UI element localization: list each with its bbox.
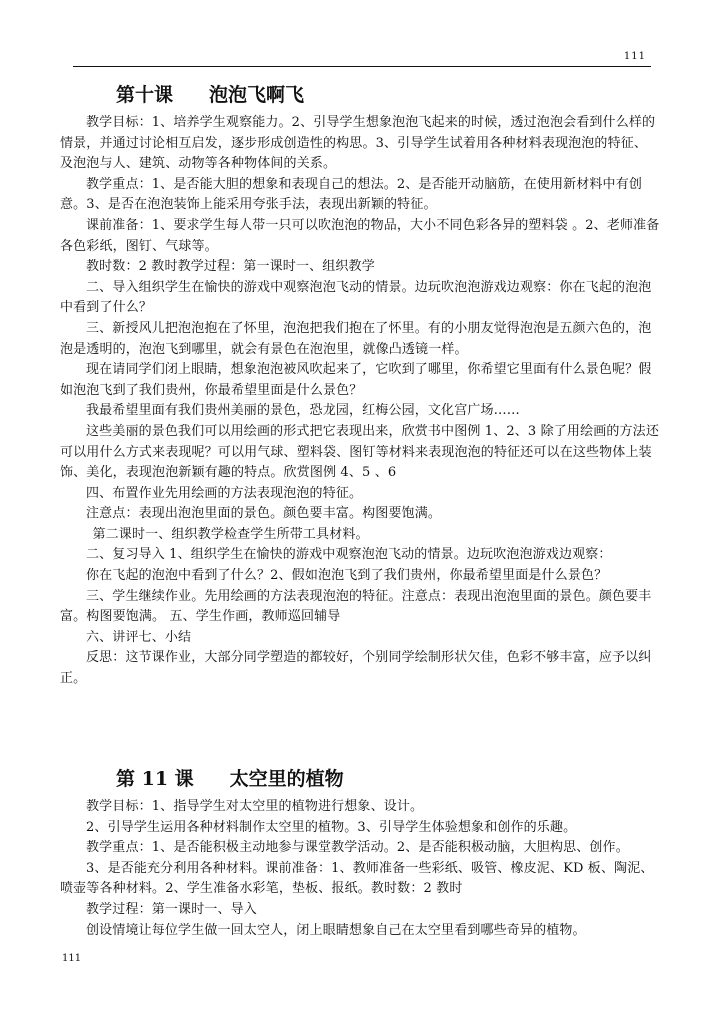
paragraph: 反思：这节课作业，大部分同学塑造的都较好，个别同学绘制形状欠佳，色彩不够丰富，应予以纠正。 <box>60 650 652 687</box>
header-rule <box>73 66 651 67</box>
paragraph: 现在请同学们闭上眼睛，想象泡泡被风吹起来了，它吹到了哪里，你希望它里面有什么景色呢？假如泡泡飞到了我们贵州，你最希望里面是什么景色？ <box>60 362 652 398</box>
paragraph: 教学目标：1、指导学生对太空里的植物进行想象、设计。 <box>86 799 424 814</box>
paragraph: 创设情境让每位学生做一回太空人，闭上眼睛想象自己在太空里看到哪些奇异的植物。 <box>86 922 586 938</box>
paragraph: 教学过程：第一课时一、导入 <box>86 901 257 917</box>
paragraph: 2、引导学生运用各种材料制作太空里的植物。3、引导学生体验想象和创作的乐趣。 <box>86 819 577 835</box>
paragraph: 3、是否能充分利用各种材料。课前准备：1、教师准备一些彩纸、吸管、橡皮泥、KD 板、陶泥、喷壶等各种材料。2、学生准备水彩笔，垫板、报纸。教时数：2 教时 <box>60 860 654 897</box>
paragraph: 第二课时一、组织教学检查学生所带工具材料。 <box>92 526 369 542</box>
paragraph: 教学重点：1、是否能大胆的想象和表现自己的想法。2、是否能开动脑筋，在使用新材料中有创意。3、是否在泡泡装饰上能采用夸张手法，表现出新颖的特征。 <box>60 176 642 213</box>
paragraph: 二、导入组织学生在愉快的游戏中观察泡泡飞动的情景。边玩吹泡泡游戏边观察：你在飞起的泡泡中看到了什么？ <box>60 279 652 316</box>
lesson-11-number: 第 11 课 <box>116 768 194 790</box>
lesson-11-section <box>60 764 660 941</box>
paragraph: 注意点：表现出泡泡里面的景色。颜色要丰富。构图要饱满。 <box>86 506 442 522</box>
lesson-10-section <box>60 80 660 690</box>
paragraph: 三、新授风儿把泡泡抱在了怀里，泡泡把我们抱在了怀里。有的小朋友觉得泡泡是五颜六色的，泡泡是透明的，泡泡飞到哪里，就会有景色在泡泡里，就像凸透镜一样。 <box>60 320 652 357</box>
lesson-11-title <box>116 764 660 791</box>
paragraph: 三、学生继续作业。先用绘画的方法表现泡泡的特征。注意点：表现出泡泡里面的景色。颜色要丰富。构图要饱满。 五、学生作画，教师巡回辅导 <box>60 588 652 625</box>
header-page-number: 111 <box>623 51 646 62</box>
lesson-10-number: 第十课 <box>116 84 174 106</box>
paragraph: 你在飞起的泡泡中看到了什么？2、假如泡泡飞到了我们贵州，你最希望里面是什么景色？ <box>86 568 608 584</box>
paragraph: 教学目标：1、培养学生观察能力。2、引导学生想象泡泡飞起来的时候，透过泡泡会看到什么样的情景，并通过讨论相互启发，逐步形成创造性的构思。3、引导学生试着用各种材料表现泡泡的特征、及泡泡与人、建筑、动物等各种物体间的关系。 <box>60 115 656 172</box>
paragraph: 课前准备：1、要求学生每人带一只可以吹泡泡的物品，大小不同色彩各异的塑料袋 。2、老师准备各色彩纸，图钉、气球等。 <box>60 217 660 254</box>
paragraph: 教学重点：1、是否能积极主动地参与课堂教学活动。2、是否能积极动脑，大胆构思、创作。 <box>86 840 629 856</box>
footer-page-number: 111 <box>62 953 82 964</box>
paragraph: 教时数：2 教时教学过程：第一课时一、组织教学 <box>86 259 375 275</box>
lesson-11-name: 太空里的植物 <box>229 768 344 790</box>
lesson-10-name: 泡泡飞啊飞 <box>209 84 305 106</box>
paragraph: 二、复习导入 1、组织学生在愉快的游戏中观察泡泡飞动的情景。边玩吹泡泡游戏边观察： <box>86 547 612 563</box>
paragraph: 六、讲评七、小结 <box>86 629 192 645</box>
lesson-10-title <box>116 80 660 107</box>
paragraph: 我最希望里面有我们贵州美丽的景色，恐龙园，红梅公园，文化宫广场…… <box>86 403 520 419</box>
paragraph: 这些美丽的景色我们可以用绘画的形式把它表现出来，欣赏书中图例 1、2、3 除了用绘画的方法还可以用什么方式来表现呢？可以用气球、塑料袋、图钉等材料来表现泡泡的特征还可以在这些物体上装饰、美化，表现泡泡新颖有趣的特点。欣赏图例 4、5 、6 <box>60 423 659 481</box>
paragraph: 四、布置作业先用绘画的方法表现泡泡的特征。 <box>86 485 363 501</box>
